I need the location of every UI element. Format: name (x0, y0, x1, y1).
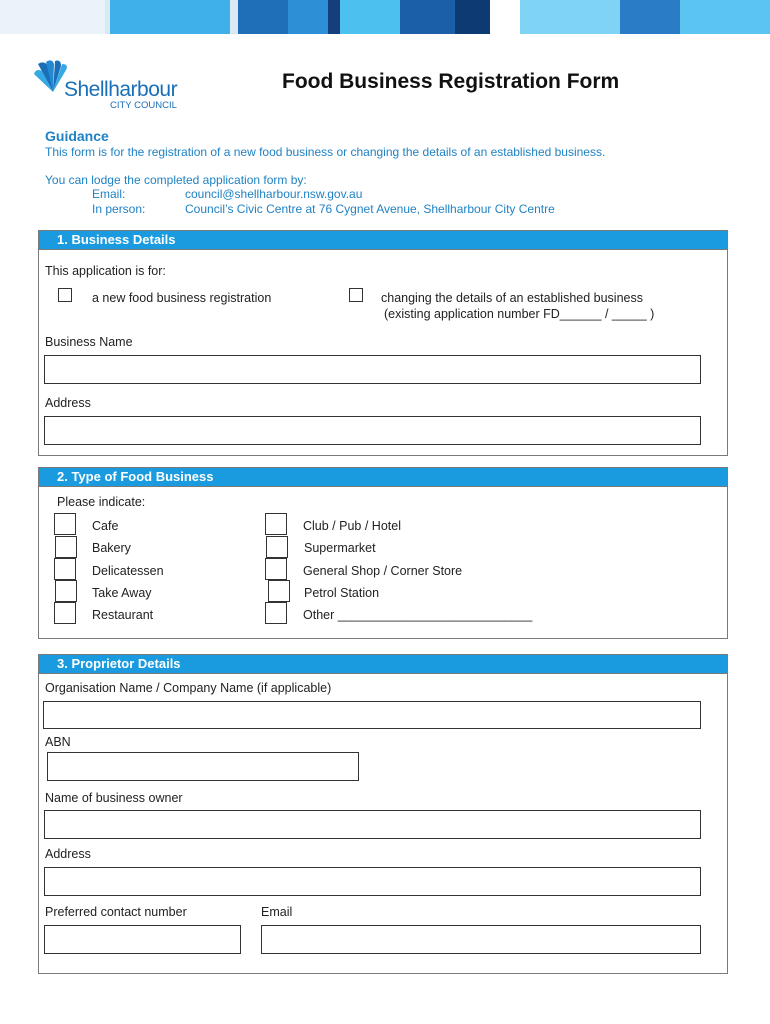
general-shop-label: General Shop / Corner Store (303, 564, 463, 578)
proprietor-address-input[interactable] (44, 867, 701, 896)
logo-name: Shellharbour (64, 78, 178, 101)
guidance-email-value[interactable]: council@shellharbour.nsw.gov.au (185, 187, 363, 201)
top-banner (0, 0, 770, 34)
business-owner-label: Name of business owner (45, 791, 183, 805)
business-details-heading: 1. Business Details (39, 231, 727, 250)
take-away-checkbox[interactable] (55, 580, 77, 602)
business-address-label: Address (45, 396, 91, 410)
proprietor-heading: 3. Proprietor Details (39, 655, 727, 674)
council-logo (34, 58, 194, 110)
contact-number-input[interactable] (44, 925, 241, 954)
guidance-inperson-value: Council’s Civic Centre at 76 Cygnet Avenue, Shellharbour City Centre (185, 202, 555, 216)
organisation-name-input[interactable] (43, 701, 701, 729)
new-registration-label: a new food business registration (92, 291, 272, 305)
abn-label: ABN (45, 735, 71, 749)
cafe-checkbox[interactable] (54, 513, 76, 535)
petrol-station-checkbox[interactable] (268, 580, 290, 602)
petrol-station-label: Petrol Station (304, 586, 380, 600)
email-label: Email (261, 905, 293, 919)
change-details-checkbox[interactable] (349, 288, 363, 302)
restaurant-label: Restaurant (92, 608, 154, 622)
guidance-email-label: Email: (92, 187, 126, 201)
general-shop-checkbox[interactable] (265, 558, 287, 580)
application-for-label: This application is for: (45, 264, 166, 278)
take-away-label: Take Away (92, 586, 152, 600)
guidance-lodge: You can lodge the completed application form by: (45, 173, 307, 187)
change-details-label: changing the details of an established business (381, 291, 643, 305)
email-input[interactable] (261, 925, 701, 954)
delicatessen-label: Delicatessen (92, 564, 164, 578)
guidance-inperson-label: In person: (92, 202, 146, 216)
business-name-input[interactable] (44, 355, 701, 384)
bakery-checkbox[interactable] (55, 536, 77, 558)
restaurant-checkbox[interactable] (54, 602, 76, 624)
club-pub-hotel-checkbox[interactable] (265, 513, 287, 535)
other-label: Other ____________________________ (303, 608, 533, 622)
contact-number-label: Preferred contact number (45, 905, 187, 919)
delicatessen-checkbox[interactable] (54, 558, 76, 580)
business-address-input[interactable] (44, 416, 701, 445)
business-name-label: Business Name (45, 335, 133, 349)
bakery-label: Bakery (92, 541, 131, 555)
food-type-heading: 2. Type of Food Business (39, 468, 727, 487)
proprietor-address-label: Address (45, 847, 91, 861)
guidance-intro: This form is for the registration of a new food business or changing the details of an established business. (45, 145, 606, 159)
business-owner-input[interactable] (44, 810, 701, 839)
guidance-heading: Guidance (45, 128, 109, 144)
club-pub-hotel-label: Club / Pub / Hotel (303, 519, 401, 533)
change-details-note: (existing application number FD______ / _____ ) (384, 307, 655, 321)
supermarket-label: Supermarket (304, 541, 376, 555)
abn-input[interactable] (47, 752, 359, 781)
other-checkbox[interactable] (265, 602, 287, 624)
food-type-prompt: Please indicate: (57, 495, 146, 509)
supermarket-checkbox[interactable] (266, 536, 288, 558)
page-title: Food Business Registration Form (282, 70, 620, 93)
cafe-label: Cafe (92, 519, 119, 533)
new-registration-checkbox[interactable] (58, 288, 72, 302)
logo-subtitle: CITY COUNCIL (110, 100, 177, 111)
organisation-name-label: Organisation Name / Company Name (if applicable) (45, 681, 332, 695)
